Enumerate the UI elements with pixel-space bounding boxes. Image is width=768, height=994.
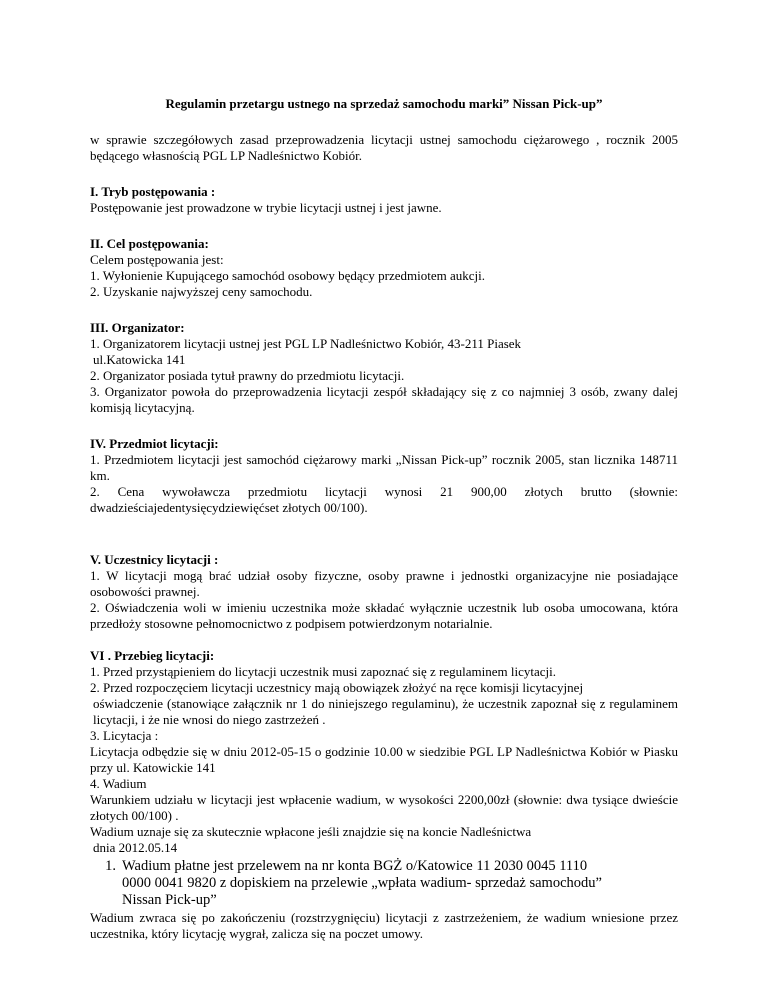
section-text: 1. Organizatorem licytacji ustnej jest PGL LP Nadleśnictwo Kobiór, 43-211 Piasek — [90, 336, 522, 351]
section-text: Warunkiem udziału w licytacji jest wpłacenie wadium, w wysokości 2200,00zł (słownie: dwa tysiące dwieście złotych 00/100) . — [90, 792, 678, 823]
section-text: Wadium uznaje się za skutecznie wpłacone jeśli znajdzie się na koncie Nadleśnictwa — [90, 824, 532, 839]
section-text: Celem postępowania jest: — [90, 252, 224, 267]
section-procedure-mode — [90, 184, 678, 216]
list-text: Wadium płatne jest przelewem na nr konta BGŻ o/Katowice 11 2030 0045 1110 0000 0041 9820 z dopiskiem na przelewie „wpłata wadium- sprzedaż samochodu” Nissan Pick-up” — [122, 858, 602, 908]
section-text: 1. Wyłonienie Kupującego samochód osobowy będący przedmiotem aukcji. — [90, 268, 486, 283]
section-heading: I. Tryb postępowania : — [90, 184, 216, 199]
section-organizer — [90, 320, 678, 416]
list-number: 1. — [105, 858, 116, 874]
section-text: 3. Licytacja : — [90, 728, 159, 743]
section-text: 2. Uzyskanie najwyższej ceny samochodu. — [90, 284, 313, 299]
section-text: dnia 2012.05.14 — [93, 840, 178, 855]
section-text: 2. Przed rozpoczęciem licytacji uczestnicy mają obowiązek złożyć na ręce komisji licytacyjnej — [90, 680, 584, 695]
section-heading: II. Cel postępowania: — [90, 236, 209, 251]
section-heading: VI . Przebieg licytacji: — [90, 648, 215, 663]
section-subject — [90, 436, 678, 516]
section-participants — [90, 552, 678, 632]
section-text: 1. W licytacji mogą brać udział osoby fizyczne, osoby prawne i jednostki organizacyjne nie posiadające osobowości prawnej. — [90, 568, 678, 599]
section-text: 2. Oświadczenia woli w imieniu uczestnika może składać wyłącznie uczestnik lub osoba umocowana, która przedłoży stosowne pełnomocnictwo z podpisem potwierdzonym notarialnie. — [90, 600, 678, 631]
section-course — [90, 648, 678, 942]
section-text: Licytacja odbędzie się w dniu 2012-05-15 o godzinie 10.00 w siedzibie PGL LP Nadleśnictwa Kobiór w Piasku przy ul. Katowickie 141 — [90, 744, 678, 775]
section-text: 4. Wadium — [90, 776, 147, 791]
section-text: Wadium zwraca się po zakończeniu (rozstrzygnięciu) licytacji z zastrzeżeniem, że wadium wniesione przez uczestnika, który licytację wygrał, zalicza się na poczet umowy. — [90, 910, 678, 941]
section-heading: IV. Przedmiot licytacji: — [90, 436, 219, 451]
section-text: 1. Przed przystąpieniem do licytacji uczestnik musi zapoznać się z regulaminem licytacji. — [90, 664, 557, 679]
section-text: Postępowanie jest prowadzone w trybie licytacji ustnej i jest jawne. — [90, 200, 442, 215]
section-text: oświadczenie (stanowiące załącznik nr 1 do niniejszego regulaminu), że uczestnik zapoznał się z regulaminem licytacji, i że nie wnosi do niego zastrzeżeń . — [93, 696, 678, 727]
intro-text: w sprawie szczegółowych zasad przeprowadzenia licytacji ustnej samochodu ciężarowego , rocznik 2005 będącego własnością PGL LP Nadleśnictwo Kobiór. — [90, 132, 678, 163]
document-page — [90, 96, 678, 942]
section-text: 2. Organizator posiada tytuł prawny do przedmiotu licytacji. — [90, 368, 405, 383]
section-text: 2. Cena wywoławcza przedmiotu licytacji wynosi 21 900,00 złotych brutto (słownie: dwadzieściajedentysięcydziewięćset złotych 00/100). — [90, 484, 678, 515]
section-purpose — [90, 236, 678, 300]
document-title: Regulamin przetargu ustnego na sprzedaż samochodu marki” Nissan Pick-up” — [165, 96, 603, 111]
list-item — [90, 858, 678, 909]
section-text: 1. Przedmiotem licytacji jest samochód ciężarowy marki „Nissan Pick-up” rocznik 2005, stan licznika 148711 km. — [90, 452, 678, 483]
section-heading: V. Uczestnicy licytacji : — [90, 552, 219, 567]
section-heading: III. Organizator: — [90, 320, 185, 335]
section-text: 3. Organizator powoła do przeprowadzenia licytacji zespół składający się z co najmniej 3 osób, zwany dalej komisją licytacyjną. — [90, 384, 678, 415]
section-text: ul.Katowicka 141 — [93, 352, 186, 367]
